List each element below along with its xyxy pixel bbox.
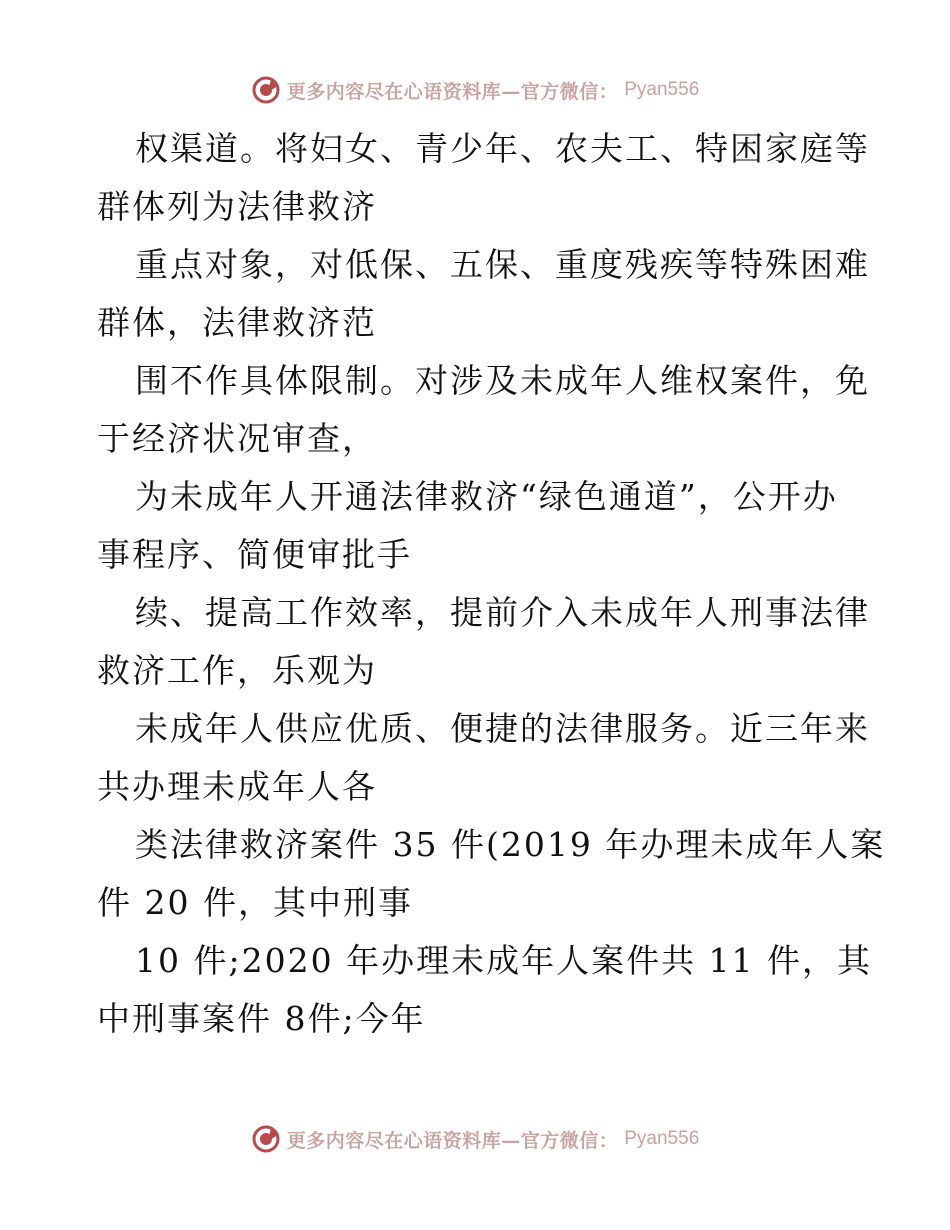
- watermark-wechat-id: Pyan556: [624, 79, 700, 100]
- text-line: 事程序、简便审批手: [97, 535, 412, 574]
- text-line: 件 20 件，其中刑事: [97, 883, 413, 922]
- seal-logo-icon: [251, 1124, 281, 1154]
- text-line: 围不作具体限制。对涉及未成年人维权案件，免: [135, 361, 870, 400]
- text-line: 中刑事案件 8件;今年: [97, 999, 426, 1038]
- header-watermark: [0, 70, 950, 110]
- footer-watermark: [0, 1119, 950, 1159]
- text-line: 10 件;2020 年办理未成年人案件共 11 件，其: [135, 941, 873, 980]
- text-line: 共办理未成年人各: [97, 767, 377, 806]
- watermark-text: 更多内容尽在心语资料库—官方微信：: [286, 1129, 619, 1152]
- text-line: 重点对象，对低保、五保、重度残疾等特殊困难: [135, 245, 870, 284]
- watermark-text: 更多内容尽在心语资料库—官方微信：: [286, 80, 619, 103]
- text-line: 为未成年人开通法律救济“绿色通道”，公开办: [135, 477, 838, 516]
- document-body: [97, 120, 886, 1048]
- text-line: 续、提高工作效率，提前介入未成年人刑事法律: [135, 593, 870, 632]
- text-line: 救济工作，乐观为: [97, 651, 377, 690]
- text-line: 群体，法律救济范: [97, 303, 377, 342]
- watermark-wechat-id: Pyan556: [624, 1128, 700, 1149]
- text-line: 未成年人供应优质、便捷的法律服务。近三年来: [135, 709, 870, 748]
- text-line: 群体列为法律救济: [97, 187, 377, 226]
- text-line: 权渠道。将妇女、青少年、农夫工、特困家庭等: [135, 129, 870, 168]
- text-line: 类法律救济案件 35 件(2019 年办理未成年人案: [135, 825, 886, 864]
- seal-logo-icon: [251, 75, 281, 105]
- text-line: 于经济状况审查，: [97, 419, 377, 458]
